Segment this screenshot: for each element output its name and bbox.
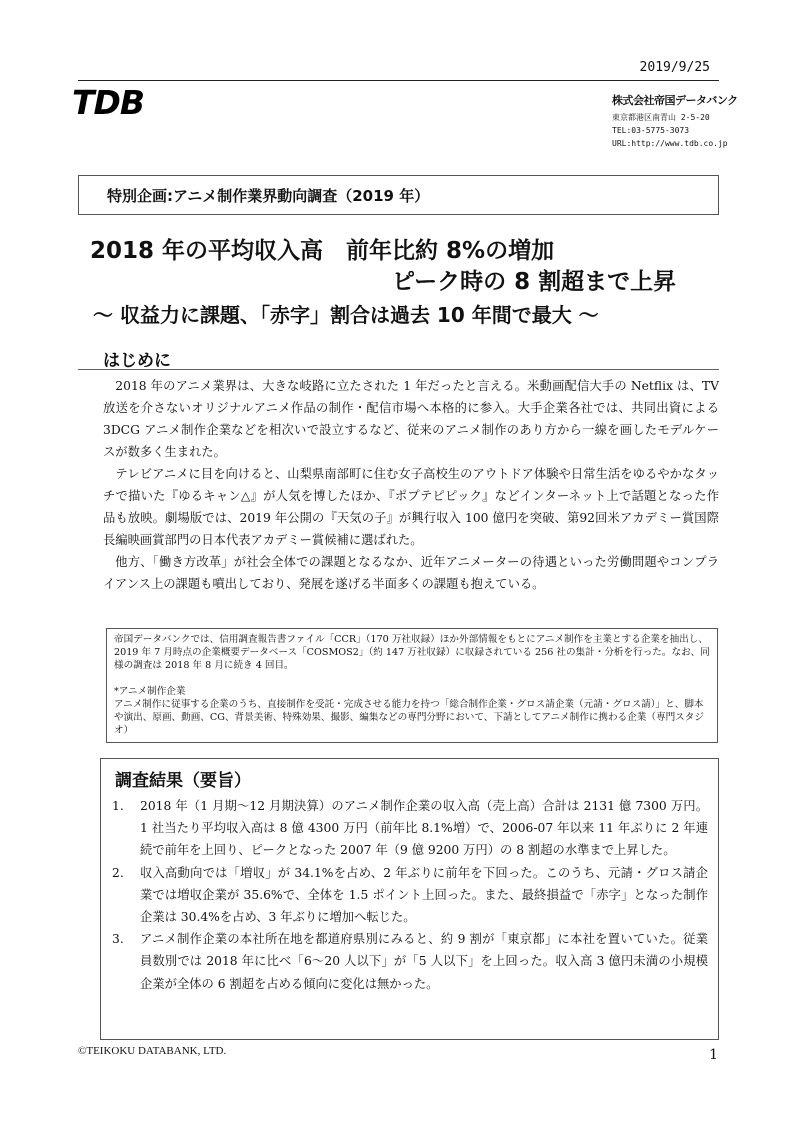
intro-paragraph: 他方、「働き方改革」が社会全体での課題となるなか、近年アニメーターの待遇といった労働問題やコンプライアンス上の課題も噴出しており、発展を遂げる半面多くの課題も抱えている。	[103, 555, 719, 591]
results-heading: 調査結果（要旨）	[115, 771, 251, 791]
special-feature-label: 特別企画:アニメ制作業界動向調査（2019 年）	[107, 187, 430, 205]
main-title-line2: ピーク時の 8 割超まで上昇	[392, 269, 677, 295]
report-date: 2019/9/25	[639, 60, 710, 75]
definition-title: *アニメ制作企業	[114, 686, 186, 697]
result-item	[112, 928, 708, 995]
results-list	[112, 795, 708, 995]
result-text: アニメ制作企業の本社所在地を都道府県別にみると、約 9 割が「東京都」に本社を置いていた。従業員数別では 2018 年に比べ「6～20 人以下」が「5 人以下」を上回った。収入高 3 億円未満の小規模企業が全体の 6 割超を占める傾向に変化は無かった。	[140, 932, 708, 991]
company-url: URL:http://www.tdb.co.jp	[612, 139, 728, 148]
result-item	[112, 862, 708, 929]
method-note-box	[106, 628, 718, 743]
method-note-text: 帝国データバンクでは、信用調査報告書ファイル「CCR」（170 万社収録）ほか外部情報をもとにアニメ制作を主業とする企業を抽出し、2019 年 7 月時点の企業概要データベース「COSMOS2」（約 147 万社収録）に収録されている 256 社の集計・分析を行った。なお、同様の調査は 2018 年 8 月に続き 4 回目。	[114, 634, 710, 671]
definition-text: アニメ制作に従事する企業のうち、直接制作を受託・完成させる能力を持つ「総合制作企業・グロス請企業（元請・グロス請）」と、脚本や演出、原画、動画、CG、背景美術、特殊効果、撮影、編集などの専門分野において、下請としてアニメ制作に携わる企業（専門スタジオ）	[114, 699, 704, 736]
company-tel: TEL:03-5775-3073	[612, 126, 690, 135]
page-number: 1	[709, 1047, 718, 1063]
result-text: 2018 年（1 月期～12 月期決算）のアニメ制作企業の収入高（売上高）合計は 2131 億 7300 万円。1 社当たり平均収入高は 8 億 4300 万円（前年比 8.1%増）で、2006-07 年以来 11 年ぶりに 2 年連続で前年を上回り、ピークとなった 2007 年（9 億 9200 万円）の 8 割超の水準まで上昇した。	[140, 799, 708, 858]
company-info	[612, 92, 742, 150]
intro-body	[103, 375, 719, 595]
header-rule	[78, 80, 719, 81]
company-name: 株式会社帝国データバンク	[612, 94, 738, 107]
intro-paragraph: テレビアニメに目を向けると、山梨県南部町に住む女子高校生のアウトドア体験や日常生活をゆるやかなタッチで描いた『ゆるキャン△』が人気を博したほか、『ポプテピピック』などインターネット上で話題となった作品も放映。劇場版では、2019 年公開の『天気の子』が興行収入 100 億円を突破、第92回米アカデミー賞国際長編映画賞部門の日本代表アカデミー賞候補に選ばれた。	[103, 467, 719, 547]
company-address: 東京都港区南青山 2-5-20	[612, 113, 710, 122]
result-number: 2.	[112, 865, 124, 880]
subtitle: ～ 収益力に課題、「赤字」割合は過去 10 年間で最大 ～	[93, 303, 599, 327]
intro-paragraph: 2018 年のアニメ業界は、大きな岐路に立たされた 1 年だったと言える。米動画配信大手の Netflix は、TV 放送を介さないオリジナルアニメ作品の制作・配信市場へ本格的に参入。大手企業各社では、共同出資による 3DCG アニメ制作企業などを相次いで設立するなど、従来のアニメ制作のあり方から一線を画したモデルケースが数多く生まれた。	[103, 379, 719, 459]
result-number: 1.	[112, 799, 124, 813]
result-number: 3.	[112, 932, 124, 947]
result-item	[112, 795, 708, 862]
intro-heading: はじめに	[103, 351, 171, 371]
copyright: ©TEIKOKU DATABANK, LTD.	[78, 1045, 227, 1057]
main-title-line1: 2018 年の平均収入高 前年比約 8%の増加	[90, 238, 555, 264]
tdb-logo: TDB	[72, 83, 145, 122]
intro-heading-rule	[78, 369, 719, 370]
result-text: 収入高動向では「増収」が 34.1%を占め、2 年ぶりに前年を下回った。このうち、元請・グロス請企業では増収企業が 35.6%で、全体を 1.5 ポイント上回った。また、最終損益で「赤字」となった制作企業は 30.4%を占め、3 年ぶりに増加へ転じた。	[140, 865, 708, 925]
